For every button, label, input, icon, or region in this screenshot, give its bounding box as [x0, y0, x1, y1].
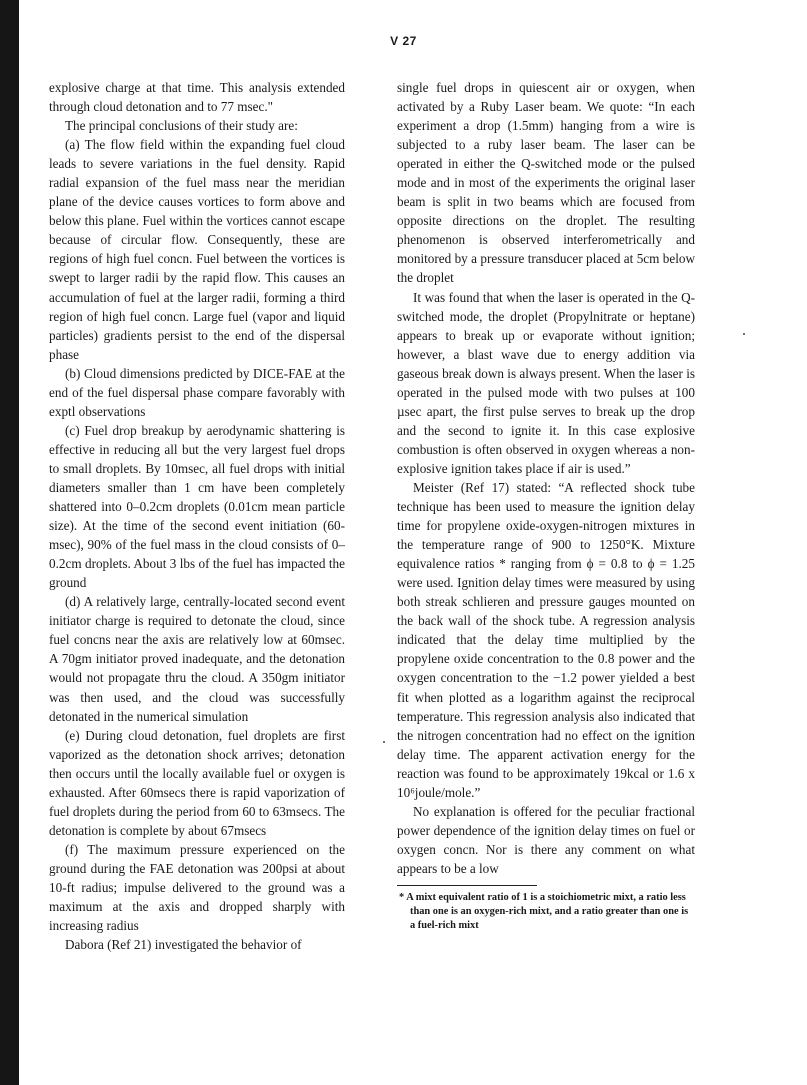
left-paragraph-8: (f) The maximum pressure experienced on the ground during the FAE detonation was 200psi at about 10-ft radius; impulse delivered to the ground was a maximum at the axis and dropped sharply with increasing radius: [49, 841, 345, 934]
left-paragraph-4: (b) Cloud dimensions predicted by DICE-FAE at the end of the fuel dispersal phase compare favorably with exptl observations: [49, 365, 345, 419]
left-paragraph-5: (c) Fuel drop breakup by aerodynamic shattering is effective in reducing all but the very largest fuel drops to small droplets. By 10msec, all fuel drops with initial diameters smaller than 1 cm have been completely shattered into 0–0.2cm droplets (0.01cm mean particle size). At the time of the second event initiation (60-msec), 90% of the fuel mass in the cloud consists of 0–0.2cm droplets. About 3 lbs of the fuel has impacted the ground: [49, 422, 345, 591]
right-paragraph-4: No explanation is offered for the peculiar fractional power dependence of the ignition delay times on fuel or oxygen concn. Nor is there any comment on what appears to be a low: [397, 803, 695, 876]
footnote: * A mixt equivalent ratio of 1 is a stoichiometric mixt, a ratio less than one is an oxygen-rich mixt, and a ratio greater than one is a fuel-rich mixt: [399, 891, 689, 931]
footnote-divider: [397, 885, 537, 886]
left-column: [49, 78, 345, 954]
right-paragraph-2: It was found that when the laser is operated in the Q-switched mode, the droplet (Propylnitrate or heptane) appears to break up or evaporate without ignition; however, a blast wave due to energy addition via gaseous break down is always present. When the laser is operated in the pulsed mode with two pulses at 100 µsec apart, the first pulse serves to break up the drop and the second to ignite it. In this case explosive combustion is often observed in oxygen whereas a non-explosive ignition takes place if air is used.”: [397, 289, 695, 476]
left-paragraph-7: (e) During cloud detonation, fuel droplets are first vaporized as the detonation shock arrives; detonation then occurs until the locally available fuel or oxygen is exhausted. After 60msecs there is rapid vaporization of fuel droplets during the period from 60 to 63msecs. The detonation is complete by about 67msecs: [49, 727, 345, 838]
scan-speck: [383, 741, 385, 743]
scan-speck: [743, 333, 745, 335]
left-paragraph-1: explosive charge at that time. This analysis extended through cloud detonation and to 77 msec.": [49, 80, 345, 115]
left-paragraph-3: (a) The flow field within the expanding fuel cloud leads to severe variations in the fuel density. Rapid radial expansion of the fuel mass near the meridian plane of the device causes vortices to form above and below this plane. Fuel within the vortices cannot escape because of circular flow. Consequently, these are regions of high fuel concn. Fuel between the vortices is swept to larger radii by the rapid flow. This causes an accumulation of fuel at the larger radii, forming a third region of high fuel concn. Large fuel (vapor and liquid particles) gradients persist to the end of the dispersal phase: [49, 137, 345, 362]
left-paragraph-9: Dabora (Ref 21) investigated the behavior of: [65, 937, 302, 953]
page-number: V 27: [390, 34, 417, 48]
left-paragraph-2: The principal conclusions of their study are:: [65, 118, 298, 134]
right-paragraph-3: Meister (Ref 17) stated: “A reflected shock tube technique has been used to measure the ignition delay time for propylene oxide-oxygen-nitrogen mixtures in the temperature range of 900 to 1250°K. Mixture equivalence ratios * ranging from ϕ = 0.8 to ϕ = 1.25 were used. Ignition delay times were measured by using both streak schlieren and pressure gauges mounted on the back wall of the shock tube. A regression analysis indicated that the delay time multiplied by the propylene oxide concentration to the 0.8 power and the oxygen concentration to the −1.2 power yielded a best fit when plotted as a logarithm against the reciprocal temperature. This regression analysis also indicated that the nitrogen concentration had no effect on the ignition delay time. The apparent activation energy for the reaction was found to be approximately 19kcal or 1.6 x 10⁶joule/mole.”: [397, 479, 695, 800]
left-paragraph-6: (d) A relatively large, centrally-located second event initiator charge is required to detonate the cloud, since fuel concns near the axis are relatively low at 60msec. A 70gm initiator proved inadequate, and the detonation would not propagate thru the cloud. A 350gm initiator was then used, and the cloud was successfully detonated in the numerical simulation: [49, 594, 345, 724]
right-column: [397, 78, 695, 933]
right-paragraph-1: single fuel drops in quiescent air or oxygen, when activated by a Ruby Laser beam. We quote: “In each experiment a drop (1.5mm) hanging from a wire is subjected to a ruby laser beam. The laser can be operated in either the Q-switched mode or the pulsed mode and in most of the experiments the original laser beam is split in two beams which are focused from opposite directions on the droplet. The resulting phenomenon is observed interferometrically and monitored by a pressure transducer placed at 5cm below the droplet: [397, 80, 695, 286]
scan-edge: [0, 0, 19, 1085]
